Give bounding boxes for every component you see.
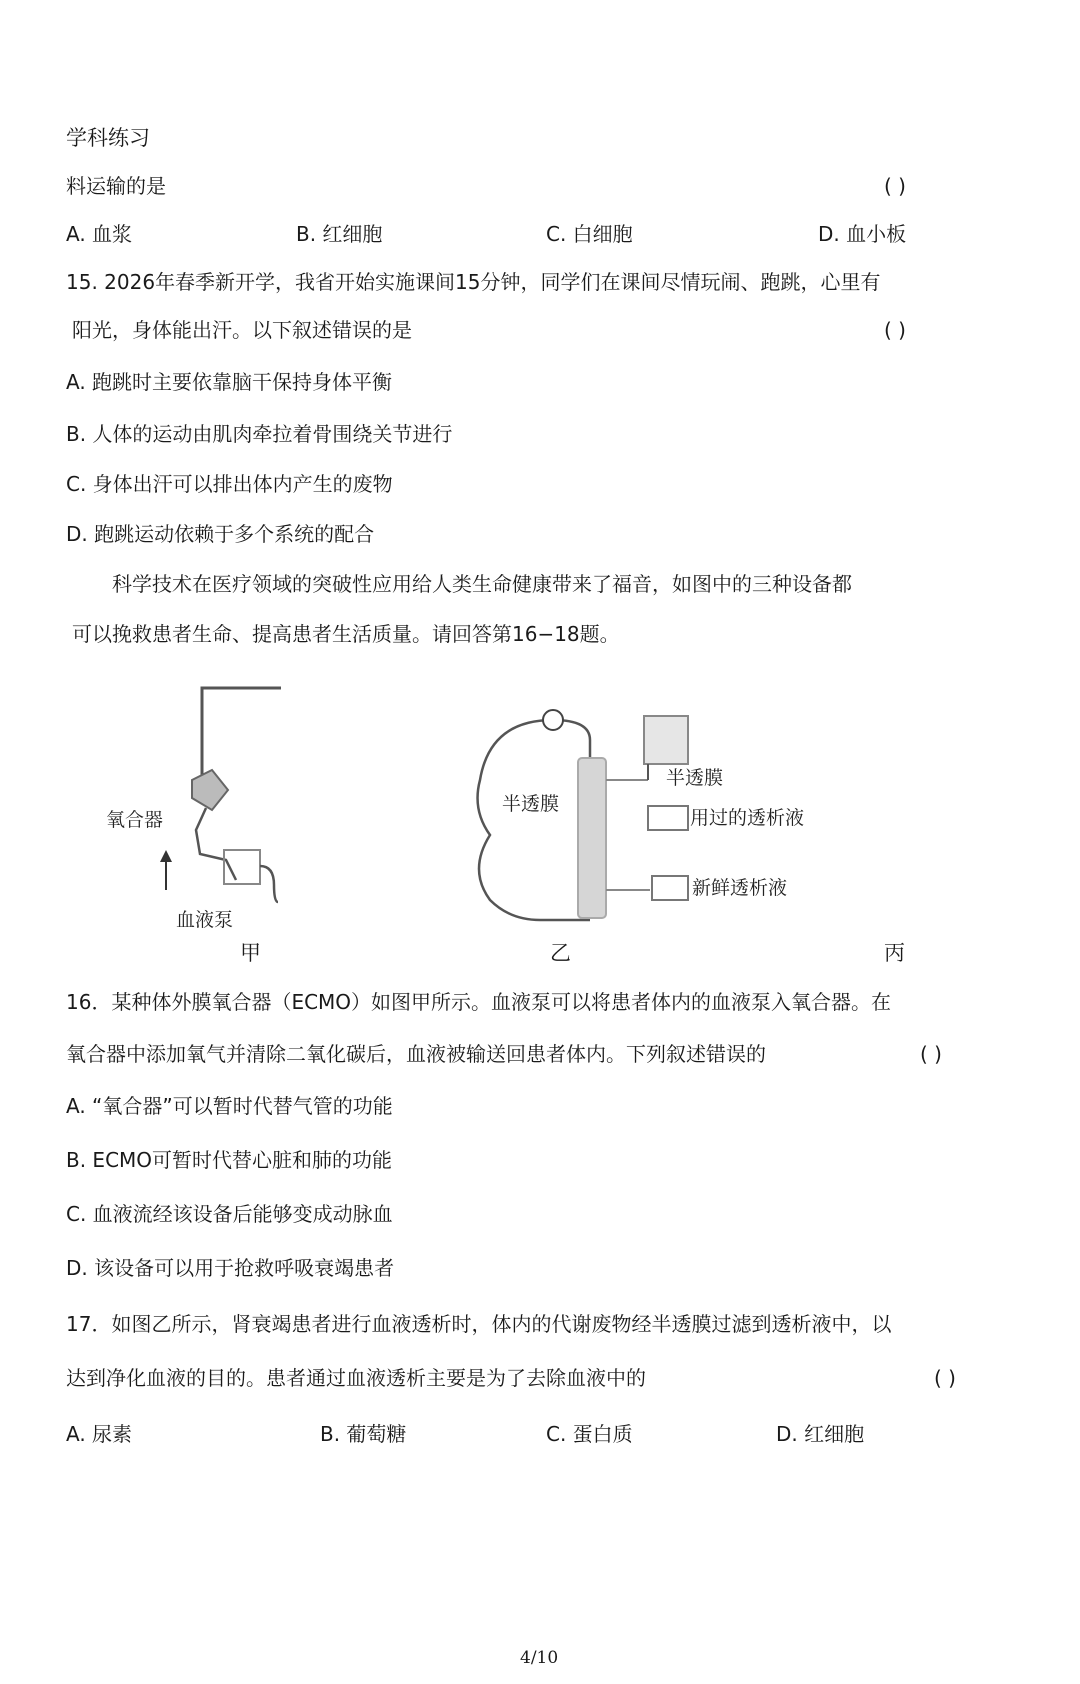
q17-stem-line1: 17．如图乙所示，肾衰竭患者进行血液透析时，体内的代谢废物经半透膜过滤到透析液中，以 (66, 1312, 892, 1336)
q14-answer-paren: ( ) (884, 174, 906, 198)
q14-option-c: C. 白细胞 (546, 222, 633, 246)
intro-line2: 可以挽救患者生命、提高患者生活质量。请回答第16−18题。 (72, 622, 620, 646)
q17-option-c: C. 蛋白质 (546, 1422, 633, 1446)
q16-option-b: B. ECMO可暂时代替心脏和肺的功能 (66, 1148, 393, 1172)
fresh-dialysate-label: 新鲜透析液 (692, 877, 788, 899)
q17-option-b: B. 葡萄糖 (320, 1422, 407, 1446)
q17-option-a: A. 尿素 (66, 1422, 133, 1446)
q15-option-d: D. 跑跳运动依赖于多个系统的配合 (66, 522, 375, 546)
q15-option-b: B. 人体的运动由肌肉牵拉着骨围绕关节进行 (66, 422, 453, 446)
figure-caption-yi: 乙 (550, 941, 571, 965)
q17-answer-paren: ( ) (934, 1366, 956, 1390)
ecmo-oxygenator-label: 氧合器 (106, 809, 164, 831)
q15-option-a: A. 跑跳时主要依靠脑干保持身体平衡 (66, 370, 393, 394)
ecmo-blood-pump-label: 血液泵 (176, 909, 234, 931)
q14-option-d: D. 血小板 (818, 222, 907, 246)
q16-stem-line2: 氧合器中添加氧气并清除二氧化碳后，血液被输送回患者体内。下列叙述错误的 (66, 1042, 766, 1066)
q16-stem-line1: 16．某种体外膜氧合器（ECMO）如图甲所示。血液泵可以将患者体内的血液泵入氧合器。在 (66, 990, 892, 1014)
q14-option-a: A. 血浆 (66, 222, 133, 246)
subject-header: 学科练习 (66, 126, 150, 150)
dialysis-membrane-label: 半透膜 (502, 793, 560, 815)
q14-stem-tail: 料运输的是 (66, 174, 166, 198)
q14-option-b: B. 红细胞 (296, 222, 383, 246)
q15-option-c: C. 身体出汗可以排出体内产生的废物 (66, 472, 393, 496)
q16-option-d: D. 该设备可以用于抢救呼吸衰竭患者 (66, 1256, 395, 1280)
intro-line1: 科学技术在医疗领域的突破性应用给人类生命健康带来了福音，如图中的三种设备都 (112, 572, 852, 596)
q16-option-c: C. 血液流经该设备后能够变成动脉血 (66, 1202, 393, 1226)
figure-caption-bing: 丙 (884, 941, 905, 965)
q17-stem-line2: 达到净化血液的目的。患者通过血液透析主要是为了去除血液中的 (66, 1366, 646, 1390)
q15-stem-line1: 15. 2026年春季新开学，我省开始实施课间15分钟，同学们在课间尽情玩闹、跑跳，心里有 (66, 270, 881, 294)
page-number: 4/10 (520, 1648, 559, 1668)
dialysate-membrane-label: 半透膜 (666, 767, 724, 789)
used-dialysate-label: 用过的透析液 (690, 807, 805, 829)
q15-stem-line2: 阳光，身体能出汗。以下叙述错误的是 (72, 318, 412, 342)
figure-dialysate (640, 700, 860, 910)
q15-answer-paren: ( ) (884, 318, 906, 342)
q17-option-d: D. 红细胞 (776, 1422, 865, 1446)
q16-option-a: A. “氧合器”可以暂时代替气管的功能 (66, 1094, 393, 1118)
figure-ecmo (96, 680, 336, 942)
figure-caption-jia: 甲 (240, 941, 261, 965)
q16-answer-paren: ( ) (920, 1042, 942, 1066)
